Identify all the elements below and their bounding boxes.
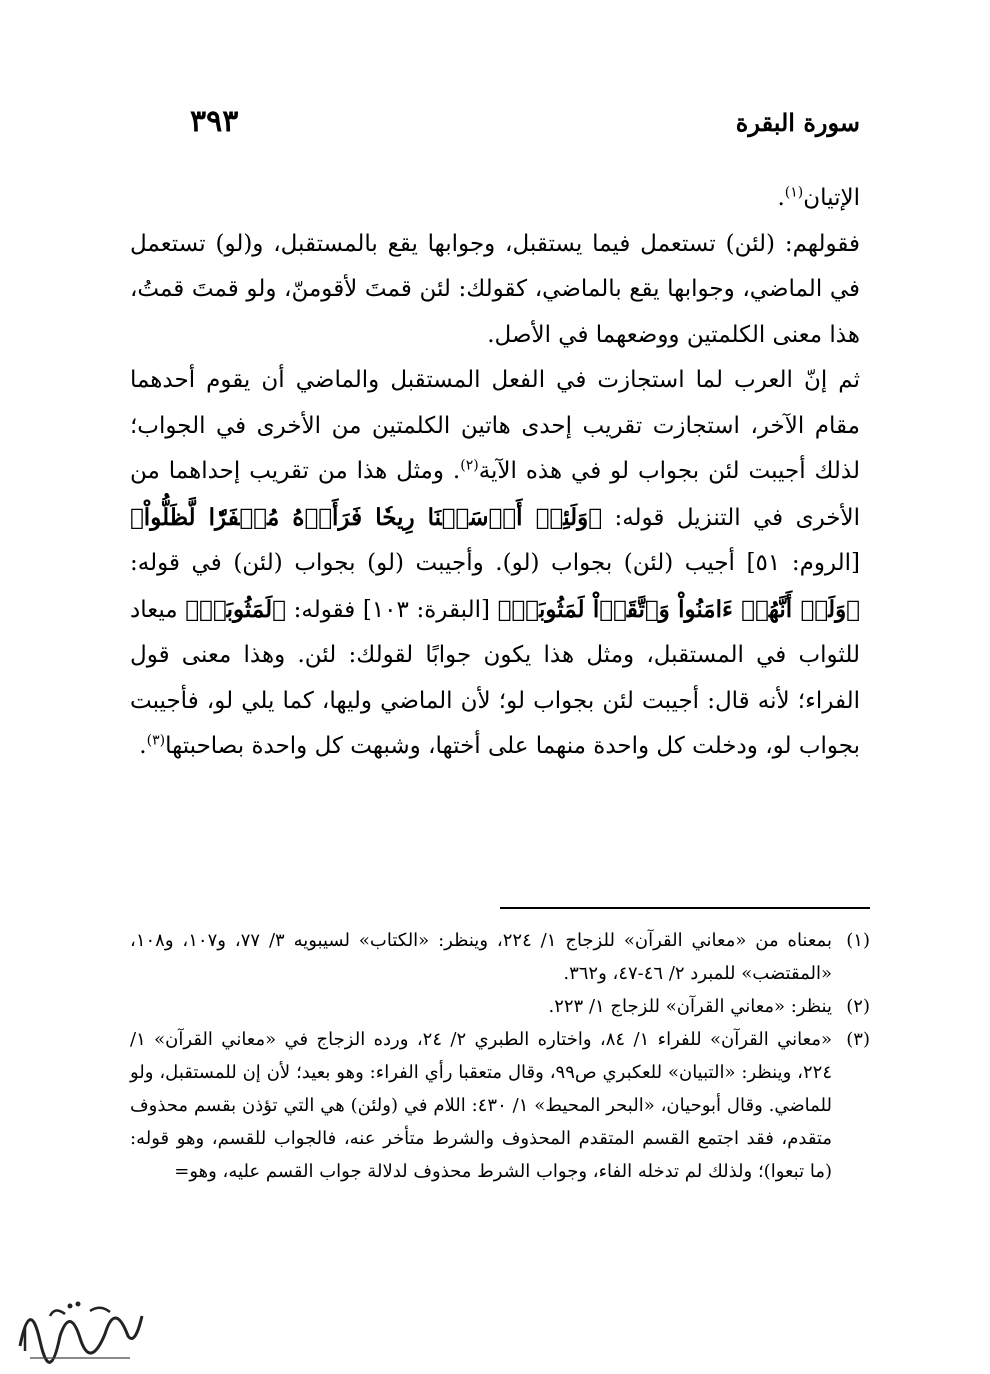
text: . (777, 185, 785, 211)
footnote-text: «معاني القرآن» للفراء ١/ ٨٤، واختاره الطبري ٢/ ٢٤، ورده الزجاج في «معاني القرآن» ١/ ٢٢٤، وينظر: «التبيان» للعكبري ص٩٩، وقال متعقبا رأي الفراء: وهو بعيد؛ لأن إن للمستقبل، ولو للماضي. وقال أبوحيان، «البحر المحيط» ١/ ٤٣٠: اللام في (ولئن) هي التي تؤذن بقسم محذوف متقدم، فقد اجتمع القسم المتقدم المحذوف والشرط متأخر عنه، فالجواب للقسم، وهو قوله: (ما تبعوا)؛ ولذلك لم تدخله الفاء، وجواب الشرط محذوف لدلالة جواب القسم عليه، وهو= (130, 1029, 832, 1182)
footnote-text: بمعناه من «معاني القرآن» للزجاج ١/ ٢٢٤، وينظر: «الكتاب» لسيبويه ٣/ ٧٧، و١٠٧، و١٠٨، «المقتضب» للمبرد ٢/ ٤٦-٤٧، و٣٦٢. (130, 930, 832, 984)
footnote-number: (١) (846, 930, 870, 951)
footnote-number: (٣) (846, 1029, 870, 1050)
footnote-1 (130, 924, 870, 990)
text: ميعاد للثواب في المستقبل، ومثل هذا يكون جوابًا لقولك: لئن. وهذا معنى قول الفراء؛ لأنه قال: أجيبت لئن بجواب لو؛ لأن الماضي وليها، كما يلي لو، فأجيبت بجواب لو، ودخلت كل واحدة منهما على أختها، وشبهت كل واحدة بصاحبتها (130, 596, 860, 759)
footnote-ref-2: (٢) (460, 457, 479, 474)
page-header (130, 104, 860, 148)
footnote-2 (130, 990, 870, 1023)
text: [الروم: ٥١] أجيب (لئن) بجواب (لو). وأجيبت (لو) بجواب (لئن) في قوله: (130, 550, 860, 576)
footnote-3 (130, 1023, 870, 1188)
text: . ومثل هذا من تقريب إحداهما من الأخرى في التنزيل قوله: (130, 458, 860, 531)
paragraph-3 (130, 358, 860, 770)
footnote-ref-1: (١) (784, 184, 804, 201)
footnotes (130, 924, 870, 1188)
quran-verse-1: ﴿وَلَئِنۡ أَرۡسَلۡنَا رِيحٗا فَرَأَوۡهُ مُصۡفَرّٗا لَّظَلُّواْ﴾ (130, 503, 603, 531)
text: . (139, 733, 147, 759)
running-title: سورة البقرة (735, 108, 860, 137)
page-number: ٣٩٣ (190, 104, 239, 139)
quran-verse-2: ﴿وَلَوۡ أَنَّهُمۡ ءَامَنُواْ وَٱتَّقَوۡاْ لَمَثُوبَةٞ﴾ (497, 595, 860, 623)
text: الإتيان (803, 185, 860, 211)
watermark-logo (10, 1286, 150, 1366)
footnote-divider (500, 907, 870, 909)
footnote-number: (٢) (846, 996, 870, 1017)
footnote-ref-3: (٣) (146, 732, 166, 749)
paragraph-1 (130, 176, 860, 222)
paragraph-2: فقولهم: (لئن) تستعمل فيما يستقبل، وجوابها يقع بالمستقبل، و(لو) تستعمل في الماضي، وجوابها يقع بالماضي، كقولك: لئن قمتَ لأقومنّ، ولو قمتَ قمتُ، هذا معنى الكلمتين ووضعهما في الأصل. (130, 230, 860, 348)
quran-verse-3: ﴿لَمَثُوبَةٞ﴾ (185, 595, 286, 623)
text: ثم إنّ العرب لما استجازت في الفعل المستقبل والماضي أن يقوم أحدهما مقام الآخر، استجازت تقريب إحدى هاتين الكلمتين من الأخرى في الجواب؛ لذلك أجيبت لئن بجواب لو في هذه الآية (130, 367, 860, 484)
text: [البقرة: ١٠٣] فقوله: (285, 596, 498, 623)
footnote-text: ينظر: «معاني القرآن» للزجاج ١/ ٢٢٣. (548, 996, 832, 1017)
main-text (130, 176, 860, 770)
